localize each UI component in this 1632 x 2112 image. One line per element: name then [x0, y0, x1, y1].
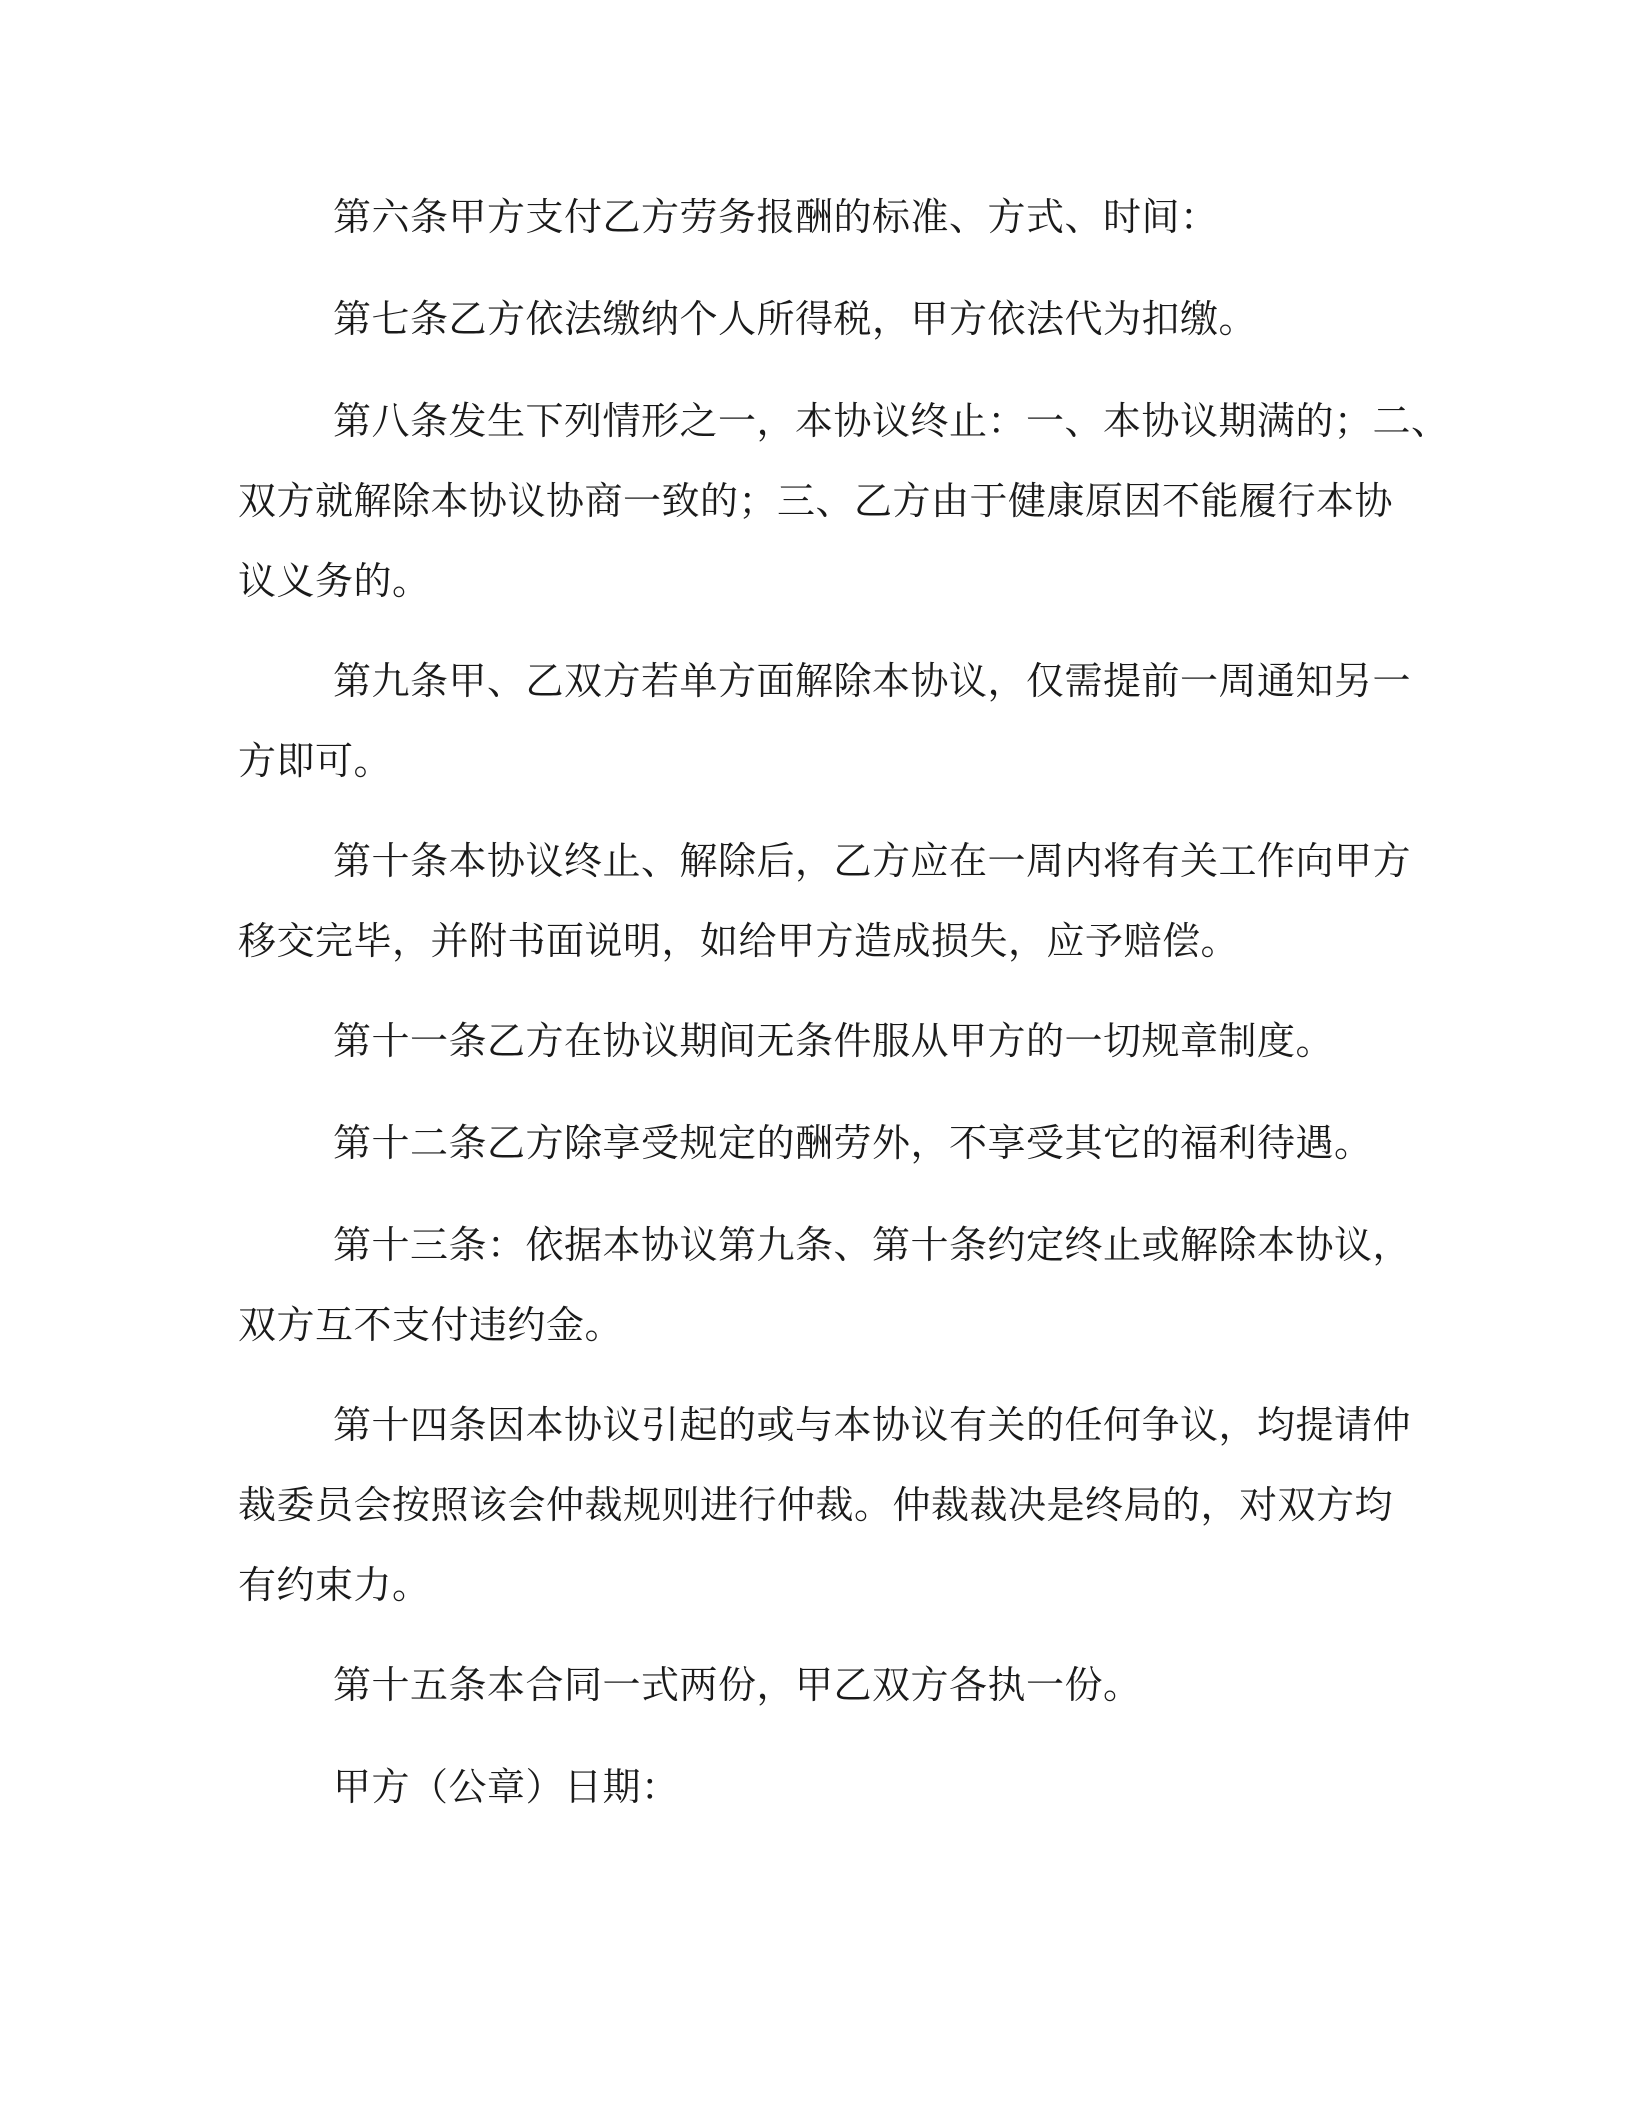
clause-13-line-1: 第十三条：依据本协议第九条、第十条约定终止或解除本协议，	[333, 1223, 1412, 1267]
clause-7-line-1: 第七条乙方依法缴纳个人所得税，甲方依法代为扣缴。	[333, 297, 1258, 341]
clause-8-line-2: 双方就解除本协议协商一致的；三、乙方由于健康原因不能履行本协	[238, 479, 1394, 523]
clause-8-line-3: 议义务的。	[238, 559, 431, 603]
clause-13-line-2: 双方互不支付违约金。	[238, 1303, 624, 1347]
clause-14-line-2: 裁委员会按照该会仲裁规则进行仲裁。仲裁裁决是终局的，对双方均	[238, 1483, 1394, 1527]
clause-10-line-1: 第十条本协议终止、解除后，乙方应在一周内将有关工作向甲方	[333, 839, 1412, 883]
clause-12-line-1: 第十二条乙方除享受规定的酬劳外，不享受其它的福利待遇。	[333, 1121, 1373, 1165]
clause-11-line-1: 第十一条乙方在协议期间无条件服从甲方的一切规章制度。	[333, 1019, 1335, 1063]
clause-9-line-2: 方即可。	[238, 739, 393, 783]
clause-10-line-2: 移交完毕，并附书面说明，如给甲方造成损失，应予赔偿。	[238, 919, 1240, 963]
clause-14-line-3: 有约束力。	[238, 1563, 431, 1607]
party-a-seal-date: 甲方（公章）日期：	[333, 1765, 680, 1809]
clause-9-line-1: 第九条甲、乙双方若单方面解除本协议，仅需提前一周通知另一	[333, 659, 1412, 703]
clause-14-line-1: 第十四条因本协议引起的或与本协议有关的任何争议，均提请仲	[333, 1403, 1412, 1447]
clause-15-line-1: 第十五条本合同一式两份，甲乙双方各执一份。	[333, 1663, 1142, 1707]
clause-6-line-1: 第六条甲方支付乙方劳务报酬的标准、方式、时间：	[333, 195, 1219, 239]
clause-8-line-1: 第八条发生下列情形之一，本协议终止：一、本协议期满的；二、	[333, 399, 1450, 443]
